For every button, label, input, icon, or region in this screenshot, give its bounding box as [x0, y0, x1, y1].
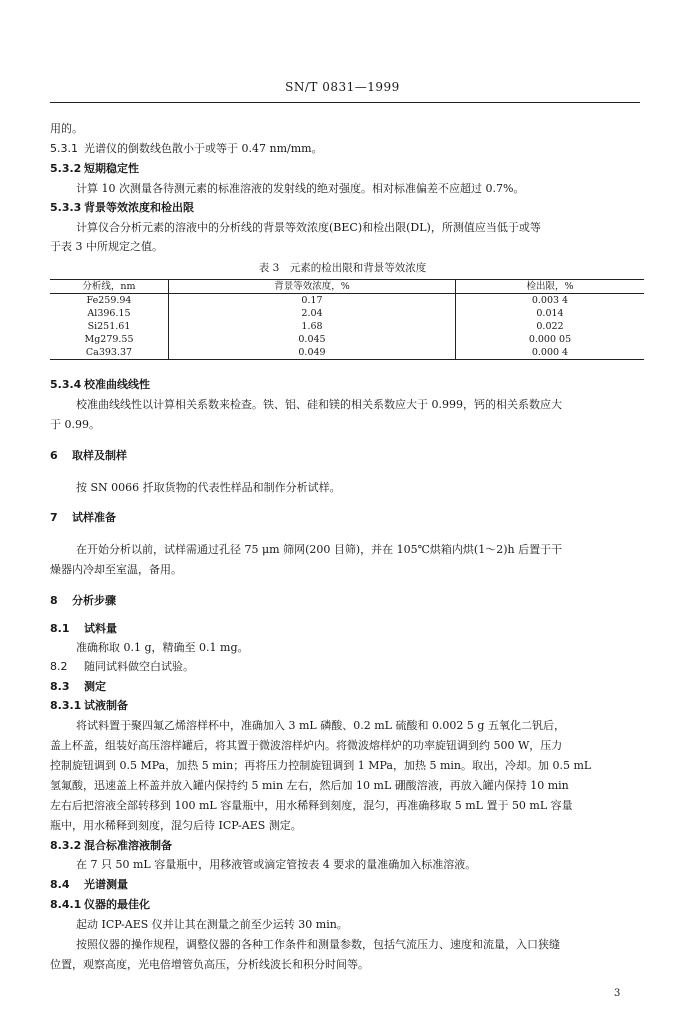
- body-line: 于 0.99。: [50, 418, 100, 431]
- table-row: [50, 294, 644, 308]
- clause-number: 8.3.2: [50, 839, 82, 852]
- body-line: 计算仪合分析元素的溶液中的分析线的背景等效浓度(BEC)和检出限(DL)，所测值应当低于或等: [76, 221, 541, 234]
- body-line: 在开始分析以前，试样需通过孔径 75 μm 筛网(200 目筛)，并在 105℃烘箱内烘(1～2)h 后置于干: [76, 543, 563, 556]
- table-cell: 0.000 05: [455, 333, 644, 346]
- clause-8-3-heading: [50, 680, 106, 694]
- clause-text: 光谱仪的倒数线色散小于或等于 0.47 nm/mm。: [84, 142, 323, 155]
- table-cell: 0.000 4: [455, 346, 644, 360]
- table-cell: 0.014: [455, 307, 644, 320]
- clause-number: 8.1: [50, 622, 70, 635]
- body-line: 用的。: [50, 122, 83, 135]
- clause-5-3-1: [50, 142, 323, 156]
- page-number: 3: [614, 988, 621, 999]
- clause-number: 8.4: [50, 878, 70, 891]
- clause-5-3-4-heading: [50, 378, 150, 392]
- clause-8-4-1-heading: [50, 898, 150, 912]
- body-line: 控制旋钮调到 0.5 MPa，加热 5 min；再将压力控制旋钮调到 1 MPa，加热 5 min。取出，冷却。加 0.5 mL: [50, 759, 592, 772]
- section-6-heading: [50, 449, 127, 463]
- clause-8-2: [50, 660, 194, 674]
- clause-title: 测定: [84, 680, 106, 693]
- body-line: 位置，观察高度，光电倍增管负高压，分析线波长和积分时间等。: [50, 958, 369, 971]
- section-7-heading: [50, 511, 116, 525]
- clause-8-1-heading: [50, 622, 117, 636]
- clause-number: 5.3.4: [50, 378, 82, 391]
- clause-title: 仪器的最佳化: [84, 898, 150, 911]
- running-header: SN/T 0831—1999: [285, 80, 400, 94]
- body-line: 氢氟酸，迅速盖上杯盖并放入罐内保持约 5 min 左右，然后加 10 mL 硼酸溶液，再放入罐内保持 10 min: [50, 779, 569, 792]
- section-title: 分析步骤: [72, 594, 116, 607]
- clause-title: 试料量: [84, 622, 117, 635]
- body-line: 瓶中，用水稀释到刻度，混匀后待 ICP-AES 测定。: [50, 819, 302, 832]
- section-number: 7: [50, 511, 58, 524]
- clause-number: 8.4.1: [50, 898, 82, 911]
- table-header-row: [50, 280, 644, 294]
- clause-number: 5.3.1: [50, 142, 78, 155]
- section-title: 试样准备: [72, 511, 116, 524]
- section-number: 8: [50, 594, 58, 607]
- table-row: [50, 333, 644, 346]
- clause-number: 5.3.3: [50, 201, 82, 214]
- body-line: 计算 10 次测量各待测元素的标准溶液的发射线的绝对强度。相对标准偏差不应超过 0.7%。: [76, 182, 525, 195]
- table-3-caption: 表 3 元素的检出限和背景等效浓度: [258, 262, 427, 274]
- table-row: [50, 307, 644, 320]
- clause-8-3-2-heading: [50, 839, 172, 853]
- clause-title: 背景等效浓度和检出限: [84, 201, 194, 214]
- table-cell: 2.04: [169, 307, 456, 320]
- table-3: [50, 279, 644, 360]
- clause-8-4-heading: [50, 878, 128, 892]
- body-line: 盖上杯盖，组装好高压溶样罐后，将其置于微波溶样炉内。将微波熔样炉的功率旋钮调到约 500 W，压力: [50, 739, 563, 752]
- clause-number: 5.3.2: [50, 162, 82, 175]
- table-cell: 0.045: [169, 333, 456, 346]
- body-line: 准确称取 0.1 g，精确至 0.1 mg。: [76, 641, 249, 654]
- table-cell: 1.68: [169, 320, 456, 333]
- body-line: 按照仪器的操作规程，调整仪器的各种工作条件和测量参数，包括气流压力、速度和流量，入口狭缝: [76, 938, 560, 951]
- table-cell: 0.049: [169, 346, 456, 360]
- table-cell: Si251.61: [87, 321, 131, 332]
- table-cell: 0.003 4: [455, 294, 644, 308]
- clause-5-3-2-heading: [50, 162, 139, 176]
- table-cell: Mg279.55: [84, 334, 134, 345]
- clause-number: 8.2: [50, 660, 68, 673]
- clause-title: 混合标准溶液制备: [84, 839, 172, 852]
- clause-title: 校准曲线线性: [84, 378, 150, 391]
- section-number: 6: [50, 449, 58, 462]
- section-title: 取样及制样: [72, 449, 127, 462]
- column-header: 检出限，%: [455, 280, 644, 294]
- column-header: 分析线，nm: [82, 281, 136, 292]
- body-line: 燥器内冷却至室温，备用。: [50, 563, 182, 576]
- table-cell: Ca393.37: [85, 347, 133, 358]
- table-row: [50, 320, 644, 333]
- table-row: [50, 346, 644, 360]
- body-line: 将试料置于聚四氟乙烯溶样杯中，准确加入 3 mL 磷酸、0.2 mL 硫酸和 0.002 5 g 五氧化二钒后，: [76, 719, 565, 732]
- table-cell: 0.17: [169, 294, 456, 308]
- table-cell: Al396.15: [87, 308, 131, 319]
- body-line: 于表 3 中所规定之值。: [50, 240, 163, 253]
- body-line: 校准曲线线性以计算相关系数来检查。铁、铝、硅和镁的相关系数应大于 0.999，钙的相关系数应大: [76, 398, 562, 411]
- clause-text: 随同试料做空白试验。: [84, 660, 194, 673]
- clause-number: 8.3: [50, 680, 70, 693]
- table-cell: 0.022: [455, 320, 644, 333]
- table-cell: Fe259.94: [86, 295, 132, 306]
- clause-title: 光谱测量: [84, 878, 128, 891]
- clause-5-3-3-heading: [50, 201, 194, 215]
- clause-title: 短期稳定性: [84, 162, 139, 175]
- header-rule: [50, 102, 640, 103]
- body-line: 按 SN 0066 扦取货物的代表性样品和制作分析试样。: [76, 481, 341, 494]
- body-line: 在 7 只 50 mL 容量瓶中，用移液管或滴定管按表 4 要求的量准确加入标准溶液。: [76, 858, 477, 871]
- column-header: 背景等效浓度，%: [169, 280, 456, 294]
- clause-title: 试液制备: [84, 699, 128, 712]
- clause-number: 8.3.1: [50, 699, 82, 712]
- clause-8-3-1-heading: [50, 699, 128, 713]
- body-line: 左右后把溶液全部转移到 100 mL 容量瓶中，用水稀释到刻度，混匀，再准确移取 5 mL 置于 50 mL 容量: [50, 799, 573, 812]
- section-8-heading: [50, 594, 116, 608]
- body-line: 起动 ICP-AES 仪并让其在测量之前至少运转 30 min。: [76, 918, 348, 931]
